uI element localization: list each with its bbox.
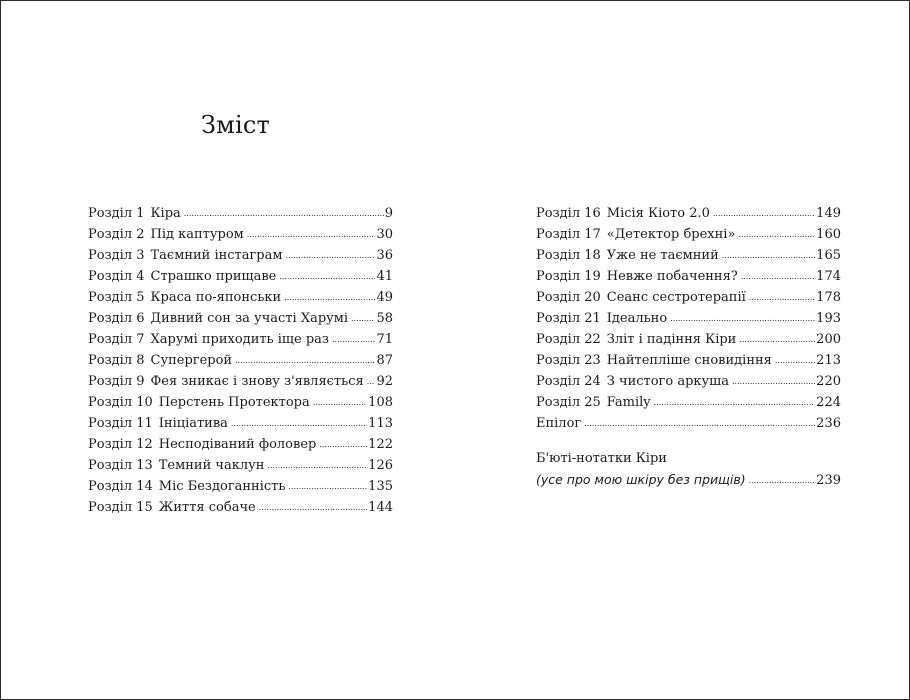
toc-entry [536, 416, 841, 437]
toc-page-number: 126 [368, 458, 393, 473]
toc-chapter-label: Розділ 16 [536, 206, 601, 221]
toc-entry [88, 437, 393, 458]
toc-entry [88, 269, 393, 290]
toc-chapter-label: Розділ 2 [88, 227, 145, 242]
dot-leader [367, 377, 376, 386]
toc-chapter-title: Супергерой [150, 353, 233, 368]
beauty-notes-block [536, 451, 841, 493]
dot-leader [267, 461, 367, 470]
toc-page-number: 165 [816, 248, 841, 263]
toc-chapter-label: Розділ 14 [88, 479, 153, 494]
toc-entry [88, 416, 393, 437]
toc-chapter-title: Міс Бездоганність [158, 479, 286, 494]
toc-chapter-title: Страшко прищаве [150, 269, 277, 284]
toc-chapter-label: Розділ 22 [536, 332, 601, 347]
toc-entry [88, 353, 393, 374]
toc-page-number: 144 [368, 500, 393, 515]
toc-chapter-label: Розділ 11 [88, 416, 153, 431]
toc-page-number: 30 [376, 227, 393, 242]
toc-page-number: 135 [368, 479, 393, 494]
page-title: Зміст [201, 111, 271, 139]
toc-page-number: 49 [376, 290, 393, 305]
toc-page-number: 178 [816, 290, 841, 305]
toc-chapter-label: Розділ 15 [88, 500, 153, 515]
toc-chapter-title: Таємний інстаграм [150, 248, 283, 263]
toc-page-number: 200 [816, 332, 841, 347]
toc-entry [88, 458, 393, 479]
dot-leader [332, 335, 375, 344]
toc-entry [536, 248, 841, 269]
toc-page-number: 92 [376, 374, 393, 389]
dot-leader [738, 230, 815, 239]
toc-chapter-title: Перстень Протектора [158, 395, 310, 410]
toc-chapter-label: Розділ 12 [88, 437, 153, 452]
toc-entry [536, 332, 841, 353]
toc-chapter-label: Розділ 4 [88, 269, 145, 284]
dot-leader [722, 251, 815, 260]
toc-chapter-title: З чистого аркуша [606, 374, 730, 389]
toc-chapter-label: Розділ 8 [88, 353, 145, 368]
toc-entry [88, 290, 393, 311]
toc-entry [88, 311, 393, 332]
dot-leader [749, 293, 815, 302]
dot-leader [259, 503, 367, 512]
toc-chapter-title: Ініціатива [158, 416, 228, 431]
dot-leader [284, 293, 375, 302]
toc-chapter-label: Епілог [536, 416, 582, 431]
dot-leader [713, 209, 815, 218]
dot-leader [235, 356, 375, 365]
toc-entry [536, 290, 841, 311]
toc-entry [536, 395, 841, 416]
dot-leader [670, 314, 815, 323]
toc-page-number: 193 [816, 311, 841, 326]
toc-chapter-label: Розділ 25 [536, 395, 601, 410]
toc-right-list [536, 206, 841, 437]
dot-leader [654, 398, 816, 407]
toc-chapter-label: Розділ 17 [536, 227, 601, 242]
toc-chapter-label: Розділ 1 [88, 206, 145, 221]
toc-entry [88, 500, 393, 521]
toc-chapter-label: Розділ 24 [536, 374, 601, 389]
toc-page-number: 236 [816, 416, 841, 431]
toc-chapter-label: Розділ 6 [88, 311, 145, 326]
toc-entry [88, 395, 393, 416]
toc-entry [536, 311, 841, 332]
toc-chapter-title: Життя собаче [158, 500, 256, 515]
toc-chapter-title: Місія Кіото 2.0 [606, 206, 710, 221]
toc-chapter-title: Кіра [150, 206, 181, 221]
dot-leader [285, 251, 375, 260]
toc-chapter-title: «Детектор брехні» [606, 227, 736, 242]
toc-entry [88, 374, 393, 395]
toc-page-number: 58 [376, 311, 393, 326]
toc-entry [536, 353, 841, 374]
toc-chapter-label: Розділ 5 [88, 290, 145, 305]
toc-page-number: 213 [816, 353, 841, 368]
toc-chapter-label: Розділ 10 [88, 395, 153, 410]
toc-entry [536, 227, 841, 248]
dot-leader [313, 398, 367, 407]
toc-page-number: 224 [816, 395, 841, 410]
toc-page-number: 220 [816, 374, 841, 389]
dot-leader [741, 272, 815, 281]
toc-entry [536, 374, 841, 395]
toc-chapter-title: Family [606, 395, 651, 410]
toc-chapter-label: Розділ 20 [536, 290, 601, 305]
toc-entry [88, 479, 393, 500]
toc-chapter-title: Під каптуром [150, 227, 244, 242]
toc-page-number: 36 [376, 248, 393, 263]
toc-chapter-label: Розділ 21 [536, 311, 601, 326]
toc-left-column [88, 206, 393, 521]
dot-leader [775, 356, 815, 365]
toc-chapter-label: Розділ 7 [88, 332, 145, 347]
dot-leader [319, 440, 367, 449]
toc-page-number: 9 [384, 206, 393, 221]
toc-entry [536, 206, 841, 227]
toc-page-number: 149 [816, 206, 841, 221]
toc-chapter-title: Харумі приходить іще раз [150, 332, 329, 347]
dot-leader [749, 476, 816, 485]
toc-entry [88, 227, 393, 248]
toc-page-number: 122 [368, 437, 393, 452]
toc-chapter-title: Уже не таємний [606, 248, 719, 263]
toc-page-number: 87 [376, 353, 393, 368]
toc-page-number: 41 [376, 269, 393, 284]
beauty-notes-heading: Б'юті-нотатки Кіри [536, 451, 667, 466]
dot-leader [184, 209, 384, 218]
toc-chapter-title: Несподіваний фоловер [158, 437, 317, 452]
toc-page-number: 113 [368, 416, 393, 431]
toc-right-column [536, 206, 841, 493]
toc-page-number: 108 [368, 395, 393, 410]
toc-entry [88, 206, 393, 227]
toc-page-number: 239 [816, 473, 841, 488]
toc-chapter-label: Розділ 18 [536, 248, 601, 263]
toc-chapter-title: Краса по-японськи [150, 290, 282, 305]
toc-page-number: 174 [816, 269, 841, 284]
toc-chapter-label: Розділ 23 [536, 353, 601, 368]
beauty-notes-subtitle: (усе про мою шкіру без прищів) [536, 472, 746, 487]
toc-chapter-label: Розділ 19 [536, 269, 601, 284]
dot-leader [288, 482, 367, 491]
toc-chapter-title: Найтепліше сновидіння [606, 353, 772, 368]
dot-leader [247, 230, 376, 239]
dot-leader [279, 272, 375, 281]
toc-page-number: 160 [816, 227, 841, 242]
toc-entry [536, 269, 841, 290]
toc-entry [88, 248, 393, 269]
toc-chapter-title: Дивний сон за участі Харумі [150, 311, 349, 326]
toc-entry-beauty-notes [536, 472, 841, 493]
dot-leader [732, 377, 815, 386]
toc-chapter-label: Розділ 3 [88, 248, 145, 263]
dot-leader [231, 419, 367, 428]
dot-leader [584, 419, 815, 428]
toc-chapter-title: Темний чаклун [158, 458, 265, 473]
toc-chapter-title: Невже побачення? [606, 269, 738, 284]
toc-entry [88, 332, 393, 353]
toc-chapter-title: Фея зникає і знову з'являється [150, 374, 364, 389]
toc-chapter-title: Зліт і падіння Кіри [606, 332, 737, 347]
toc-chapter-title: Сеанс сестротерапії [606, 290, 746, 305]
dot-leader [739, 335, 815, 344]
toc-chapter-title: Ідеально [606, 311, 668, 326]
toc-page-number: 71 [376, 332, 393, 347]
toc-chapter-label: Розділ 13 [88, 458, 153, 473]
dot-leader [351, 314, 375, 323]
toc-chapter-label: Розділ 9 [88, 374, 145, 389]
